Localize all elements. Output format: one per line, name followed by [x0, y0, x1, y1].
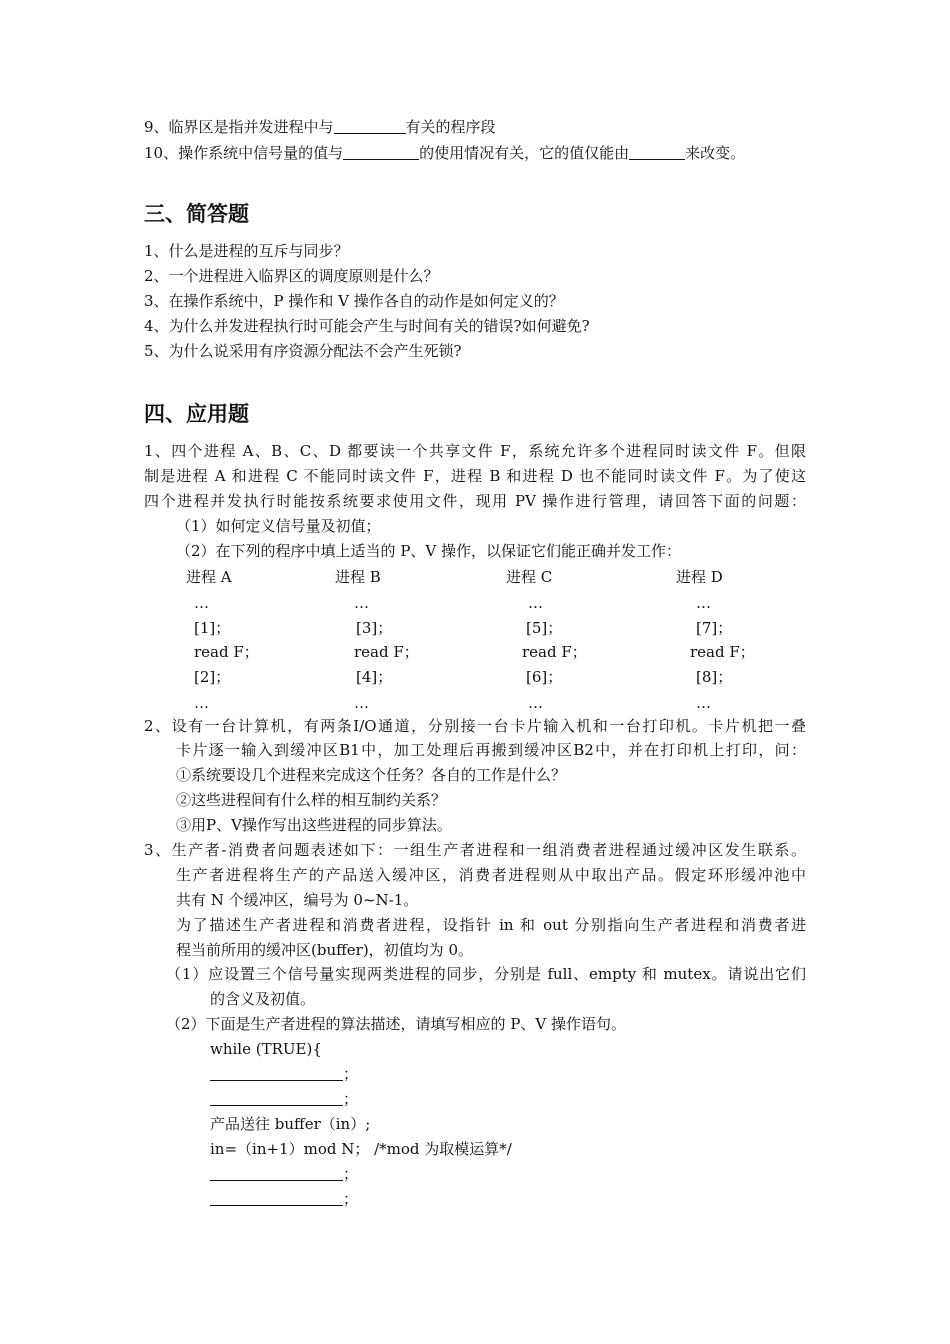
code-semicolon: ；: [343, 1165, 359, 1183]
code-semicolon: ；: [343, 1190, 359, 1208]
process-d-name: 进程 D: [676, 568, 723, 586]
answer-blank[interactable]: [210, 1165, 343, 1181]
section-3-title: 三、简答题: [144, 201, 249, 226]
process-b-read: read F；: [354, 643, 419, 661]
process-c-name: 进程 C: [506, 568, 553, 586]
process-b-slot-1: [3]；: [356, 619, 393, 637]
process-a-slot-1: [1]；: [194, 619, 231, 637]
app-q2-line-1: 2、设有一台计算机，有两条I/O通道，分别接一台卡片输入机和一台打印机。卡片机把一叠: [144, 717, 806, 735]
code-semicolon: ；: [343, 1065, 359, 1083]
process-a-ellipsis: …: [194, 594, 209, 612]
answer-blank[interactable]: [210, 1190, 343, 1206]
app-q1-sub-2: （2）在下列的程序中填上适当的 P、V 操作，以保证它们能正确并发工作：: [176, 542, 682, 560]
app-q2-sub-1: ①系统要设几个进程来完成这个任务？各自的工作是什么？: [176, 766, 567, 784]
process-b-slot-2: [4]；: [356, 668, 393, 686]
app-q3-line-5: 程当前所用的缓冲区(buffer)，初值均为 0。: [176, 941, 473, 959]
short-answer-4: 4、为什么并发进程执行时可能会产生与时间有关的错误?如何避免?: [144, 317, 590, 335]
code-blank-line-2: [210, 1088, 358, 1110]
answer-blank[interactable]: [343, 144, 419, 160]
process-a-ellipsis: …: [194, 694, 209, 712]
q9-text-post: 有关的程序段: [405, 118, 496, 136]
question-9: [144, 116, 496, 138]
code-blank-line-3: [210, 1163, 358, 1185]
q10-text-mid: 的使用情况有关，它的值仅能由: [419, 144, 630, 162]
code-put-buffer: 产品送往 buffer（in）;: [210, 1115, 371, 1133]
app-q2-sub-2: ②这些进程间有什么样的相互制约关系？: [176, 791, 447, 809]
short-answer-1: 1、什么是进程的互斥与同步？: [144, 242, 349, 260]
process-c-slot-2: [6]；: [526, 668, 563, 686]
app-q3-line-3: 共有 N 个缓冲区，编号为 0~N-1。: [176, 891, 419, 909]
process-a-read: read F；: [194, 643, 259, 661]
process-c-read: read F；: [522, 643, 587, 661]
question-10: [144, 142, 745, 164]
section-4-title: 四、应用题: [144, 401, 249, 426]
process-b-ellipsis: …: [354, 594, 369, 612]
app-q3-sub-1: （1）应设置三个信号量实现两类进程的同步，分别是 full、empty 和 mutex。请说出它们: [166, 965, 806, 983]
process-d-slot-1: [7]；: [696, 619, 733, 637]
app-q3-line-4: 为了描述生产者进程和消费者进程，设指针 in 和 out 分别指向生产者进程和消费者进: [176, 916, 806, 934]
app-q3-line-2: 生产者进程将生产的产品送入缓冲区，消费者进程则从中取出产品。假定环形缓冲池中: [176, 866, 806, 884]
app-q2-line-2: 卡片逐一输入到缓冲区B1中，加工处理后再搬到缓冲区B2中，并在打印机上打印，问：: [176, 741, 806, 759]
app-q3-sub-2: （2）下面是生产者进程的算法描述，请填写相应的 P、V 操作语句。: [166, 1015, 627, 1033]
code-blank-line-4: [210, 1188, 358, 1210]
app-q1-line-2: 制是进程 A 和进程 C 不能同时读文件 F，进程 B 和进程 D 也不能同时读文件 F。为了使这: [144, 467, 806, 485]
process-d-ellipsis: …: [696, 694, 711, 712]
process-d-read: read F；: [690, 643, 755, 661]
process-a-name: 进程 A: [186, 568, 232, 586]
answer-blank[interactable]: [334, 118, 406, 134]
app-q3-line-1: 3、生产者-消费者问题表述如下：一组生产者进程和一组消费者进程通过缓冲区发生联系。: [144, 841, 806, 859]
q10-text-pre: 10、操作系统中信号量的值与: [144, 144, 344, 162]
process-b-ellipsis: …: [354, 694, 369, 712]
app-q3-sub-1-cont: 的含义及初值。: [210, 990, 316, 1008]
process-a-slot-2: [2]；: [194, 668, 231, 686]
process-c-ellipsis: …: [528, 594, 543, 612]
app-q2-sub-3: ③用P、V操作写出这些进程的同步算法。: [176, 816, 452, 834]
code-semicolon: ；: [343, 1090, 359, 1108]
process-b-name: 进程 B: [335, 568, 381, 586]
code-blank-line-1: [210, 1063, 358, 1085]
q10-text-post: 来改变。: [685, 144, 746, 162]
short-answer-2: 2、一个进程进入临界区的调度原则是什么？: [144, 267, 439, 285]
app-q1-line-1: 1、四个进程 A、B、C、D 都要读一个共享文件 F，系统允许多个进程同时读文件 F。但限: [144, 442, 806, 460]
answer-blank[interactable]: [210, 1090, 343, 1106]
code-while: while (TRUE){: [210, 1040, 322, 1058]
short-answer-5: 5、为什么说采用有序资源分配法不会产生死锁?: [144, 342, 462, 360]
process-d-slot-2: [8]；: [696, 668, 733, 686]
process-c-ellipsis: …: [528, 694, 543, 712]
q9-text-pre: 9、临界区是指并发进程中与: [144, 118, 334, 136]
process-c-slot-1: [5]；: [526, 619, 563, 637]
answer-blank[interactable]: [629, 144, 685, 160]
code-increment-in: in=（in+1）mod N； /*mod 为取模运算*/: [210, 1140, 512, 1158]
app-q1-line-3: 四个进程并发执行时能按系统要求使用文件，现用 PV 操作进行管理，请回答下面的问题：: [144, 492, 806, 510]
process-d-ellipsis: …: [696, 594, 711, 612]
short-answer-3: 3、在操作系统中，P 操作和 V 操作各自的动作是如何定义的？: [144, 292, 564, 310]
answer-blank[interactable]: [210, 1065, 343, 1081]
app-q1-sub-1: （1）如何定义信号量及初值；: [176, 517, 381, 535]
